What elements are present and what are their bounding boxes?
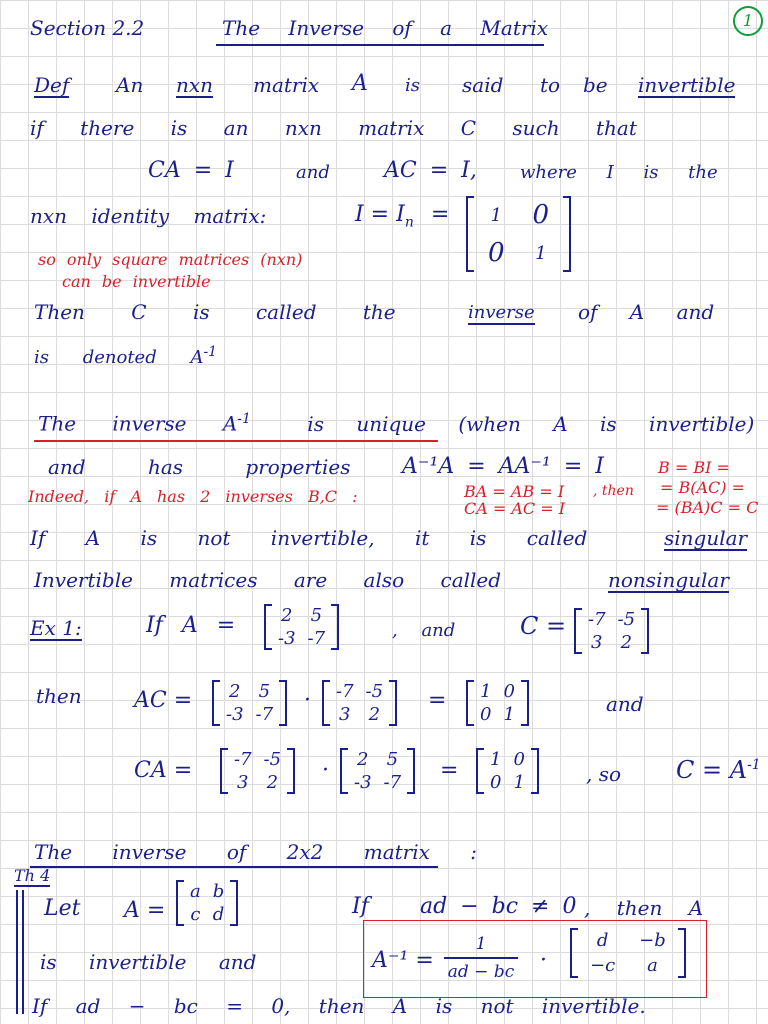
matrix-cell: -5 bbox=[263, 749, 282, 770]
matrix-cell: c bbox=[190, 904, 201, 925]
red-side-3: = (BA)C = C bbox=[656, 498, 759, 517]
unique-line2: and has properties bbox=[48, 455, 351, 479]
red-eq1: BA = AB = I bbox=[464, 482, 565, 501]
matrix-cell: -3 bbox=[354, 772, 372, 793]
red-note-invertible: can be invertible bbox=[62, 272, 211, 291]
matrix-cell: 2 bbox=[620, 632, 633, 653]
singular-line: If A is not invertible, it is called bbox=[30, 526, 588, 550]
def-word: said bbox=[462, 73, 504, 97]
nonsingular-word: nonsingular bbox=[608, 568, 729, 592]
matrix-cell: 2 bbox=[266, 772, 279, 793]
def-word: is bbox=[405, 75, 420, 96]
inverse-label: A⁻¹ = bbox=[372, 948, 434, 973]
theorem-label: Th 4 bbox=[14, 866, 51, 885]
def-line5-b: of A and bbox=[578, 300, 715, 324]
def-line4: nxn identity matrix: bbox=[30, 204, 267, 228]
example-then: then bbox=[36, 684, 82, 708]
example-c-label: C = bbox=[520, 612, 567, 640]
example-label: Ex 1: bbox=[30, 616, 82, 640]
theorem-let: Let bbox=[44, 896, 81, 921]
def-word: An bbox=[116, 73, 144, 97]
identity-subscript: n bbox=[404, 214, 414, 231]
equals: = bbox=[440, 758, 459, 783]
superscript: -1 bbox=[747, 757, 761, 773]
page-title: The Inverse of a Matrix bbox=[222, 16, 549, 40]
matrix-cell: 2 bbox=[357, 749, 369, 770]
matrix-cell: -5 bbox=[365, 681, 384, 702]
matrix-cell: -7 bbox=[336, 681, 354, 702]
matrix-a bbox=[264, 604, 339, 650]
dot: · bbox=[304, 688, 311, 713]
ca-label: CA = bbox=[134, 758, 193, 783]
matrix-c bbox=[574, 608, 649, 654]
so-word: , so bbox=[586, 762, 622, 786]
def-word: matrix bbox=[253, 73, 320, 97]
def-word: A bbox=[352, 71, 368, 96]
page-number: 1 bbox=[733, 6, 763, 36]
theorem-bar bbox=[22, 890, 24, 1014]
unique-line1 bbox=[38, 412, 754, 434]
def-word-nxn: nxn bbox=[176, 73, 214, 97]
matrix-cell: -3 bbox=[226, 704, 244, 725]
matrix-c-product-2 bbox=[220, 748, 295, 794]
theorem-bar bbox=[16, 890, 18, 1014]
identity-eq bbox=[355, 204, 449, 229]
def-and: and bbox=[296, 162, 330, 183]
red-eq2: CA = AC = I bbox=[464, 499, 566, 518]
matrix-cell: 1 bbox=[480, 681, 492, 702]
matrix-cell: 2 bbox=[368, 704, 381, 725]
identity-result-ca bbox=[476, 748, 539, 794]
red-underline bbox=[34, 440, 438, 442]
nonsingular-line: Invertible matrices are also called bbox=[34, 568, 502, 592]
superscript: -1 bbox=[203, 344, 218, 360]
matrix-cell: -7 bbox=[383, 772, 402, 793]
matrix-cell: 0 bbox=[532, 200, 550, 230]
identity-eq-text: I = I bbox=[355, 202, 405, 227]
heading-underline bbox=[30, 866, 438, 868]
matrix-cell: -5 bbox=[617, 609, 636, 630]
matrix-cell: 3 bbox=[237, 772, 249, 793]
identity-result-ac bbox=[466, 680, 529, 726]
matrix-cell: -3 bbox=[278, 628, 296, 649]
matrix-cell: b bbox=[212, 881, 225, 902]
theorem-if: If bbox=[352, 894, 369, 919]
matrix-cell: −b bbox=[639, 930, 666, 951]
matrix-cell: 0 bbox=[490, 772, 502, 793]
red-proof: Indeed, if A has 2 inverses B,C : bbox=[28, 487, 358, 506]
matrix-cell: 0 bbox=[480, 704, 492, 725]
matrix-cell: −c bbox=[590, 955, 616, 976]
def-line5-a: Then C is called the bbox=[34, 300, 396, 324]
theorem-invertible: is invertible and bbox=[40, 950, 257, 974]
theorem-condition: ad − bc ≠ 0 bbox=[420, 894, 577, 919]
theorem-then: , then A bbox=[584, 896, 704, 920]
matrix-cell: d bbox=[212, 904, 225, 925]
fraction-bar bbox=[444, 957, 518, 959]
matrix-cell: 1 bbox=[503, 704, 515, 725]
matrix-cell: 1 bbox=[490, 204, 502, 226]
theorem-a-label: A = bbox=[124, 898, 166, 923]
def-line6 bbox=[34, 345, 217, 367]
identity-eq-sign: = bbox=[430, 202, 450, 227]
matrix-cell: d bbox=[596, 930, 609, 951]
matrix-cell: 3 bbox=[339, 704, 351, 725]
matrix-cell: a bbox=[647, 955, 658, 976]
theorem-last: If ad − bc = 0, then A is not invertible. bbox=[32, 994, 646, 1018]
matrix-a-product bbox=[212, 680, 287, 726]
matrix-cell: 1 bbox=[535, 242, 547, 264]
def-eq-ac: AC = I, bbox=[384, 158, 477, 183]
section-label: Section 2.2 bbox=[30, 16, 145, 40]
def-word: to bbox=[540, 73, 561, 97]
def-denoted-text: is denoted A bbox=[34, 347, 204, 368]
matrix-cell: 5 bbox=[258, 681, 271, 702]
matrix-cell: 5 bbox=[310, 605, 323, 626]
ac-label: AC = bbox=[134, 688, 193, 713]
matrix-cell: -7 bbox=[307, 628, 326, 649]
def-inverse-word: inverse bbox=[468, 302, 535, 323]
dot: · bbox=[322, 758, 329, 783]
title-underline bbox=[216, 44, 544, 46]
matrix-cell: a bbox=[190, 881, 201, 902]
fraction-denominator: ad − bc bbox=[447, 962, 515, 982]
fraction bbox=[444, 934, 518, 982]
matrix-cell: 5 bbox=[386, 749, 399, 770]
example-if-a: If A = bbox=[146, 613, 236, 638]
red-then: , then bbox=[593, 483, 634, 499]
identity-matrix bbox=[466, 196, 571, 272]
conclusion bbox=[676, 758, 761, 782]
equals: = bbox=[428, 688, 447, 713]
def-word: be bbox=[583, 73, 608, 97]
matrix-c-product bbox=[322, 680, 397, 726]
unique-text-a: The inverse A bbox=[38, 411, 238, 436]
dot: · bbox=[540, 948, 547, 973]
superscript: -1 bbox=[237, 411, 251, 427]
matrix-cell: -7 bbox=[234, 749, 252, 770]
unique-text-b: is unique (when A is invertible) bbox=[307, 411, 755, 436]
matrix-cell: 3 bbox=[591, 632, 603, 653]
def-line2: if there is an nxn matrix C such that bbox=[30, 116, 637, 140]
matrix-a-product-2 bbox=[340, 748, 415, 794]
matrix-cell: 2 bbox=[229, 681, 241, 702]
example-and: , and bbox=[392, 620, 456, 641]
conclusion-text: C = A bbox=[676, 756, 748, 784]
matrix-cell: -7 bbox=[588, 609, 606, 630]
red-note-square: so only square matrices (nxn) bbox=[38, 250, 303, 269]
matrix-cell: 0 bbox=[488, 238, 505, 268]
singular-word: singular bbox=[664, 526, 748, 550]
def-label: Def bbox=[34, 73, 70, 97]
red-side-1: B = BI = bbox=[658, 458, 730, 477]
matrix-cell: -7 bbox=[255, 704, 274, 725]
matrix-adjugate bbox=[570, 928, 686, 978]
matrix-cell: 0 bbox=[503, 681, 515, 702]
red-side-2: = B(AC) = bbox=[660, 478, 746, 497]
matrix-general bbox=[176, 880, 238, 926]
matrix-cell: 0 bbox=[513, 749, 525, 770]
theorem-heading: The inverse of 2x2 matrix : bbox=[34, 840, 477, 864]
fraction-numerator: 1 bbox=[475, 934, 487, 954]
ac-and: and bbox=[606, 692, 644, 716]
properties-eq: A⁻¹A = AA⁻¹ = I bbox=[402, 454, 604, 479]
matrix-cell: 2 bbox=[281, 605, 293, 626]
def-where: where I is the bbox=[520, 162, 718, 183]
def-word-invertible: invertible bbox=[638, 73, 736, 97]
def-eq-ca: CA = I bbox=[148, 158, 234, 183]
matrix-cell: 1 bbox=[490, 749, 502, 770]
matrix-cell: 1 bbox=[513, 772, 525, 793]
